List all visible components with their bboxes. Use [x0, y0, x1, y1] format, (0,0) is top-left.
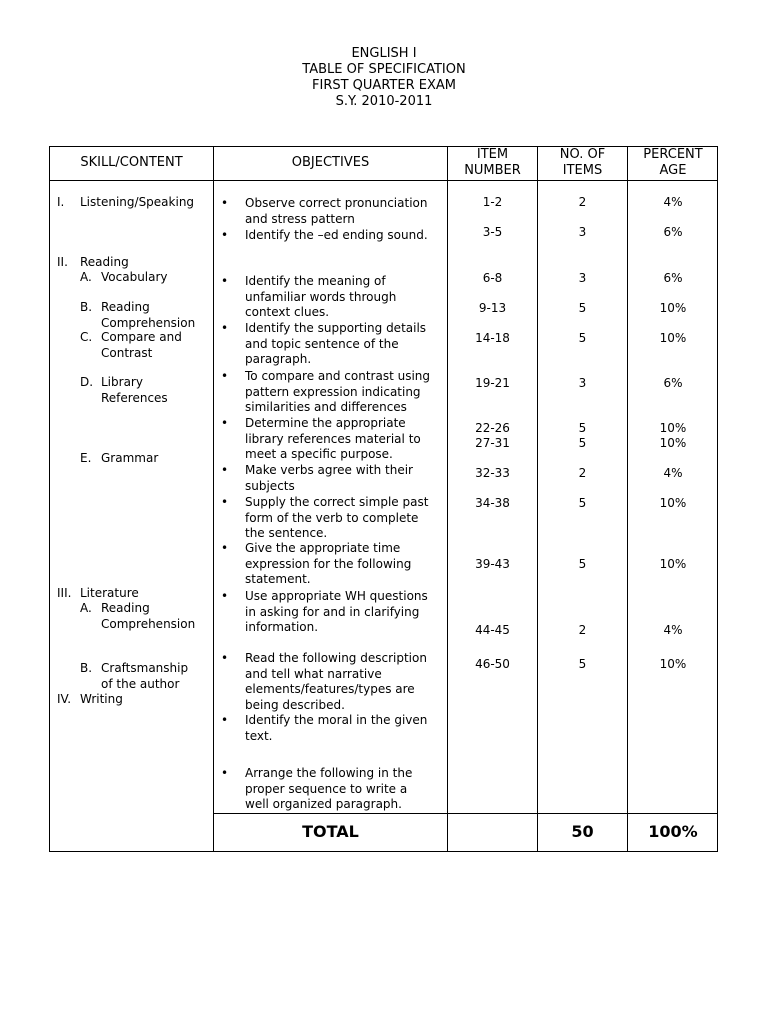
objective-item — [245, 589, 428, 636]
bullet-icon: • — [221, 766, 229, 780]
objective-line: pattern expression indicating — [245, 384, 421, 399]
header-percentage-line1: PERCENT — [643, 147, 703, 162]
item-number-cell: 9-13 — [478, 301, 507, 315]
subskill-line: Library — [101, 375, 143, 389]
bullet-icon: • — [221, 651, 229, 665]
objective-line: well organized paragraph. — [245, 797, 402, 811]
objective-line: Identify the moral in the given — [245, 713, 428, 727]
bullet-icon: • — [221, 713, 229, 727]
item-number-cell: 6-8 — [482, 271, 503, 285]
objective-item — [245, 766, 412, 813]
objective-line: elements/features/types are — [245, 682, 415, 696]
skill-number: I. — [57, 195, 65, 209]
subskill-letter: A. — [80, 270, 92, 284]
subskill-line: Comprehension — [101, 315, 196, 330]
subskill-library-references — [101, 375, 168, 406]
title-document-type: TABLE OF SPECIFICATION — [302, 62, 466, 77]
objective-line: Use appropriate WH questions — [245, 589, 428, 603]
subskill-letter: B. — [80, 661, 93, 675]
objective-item — [245, 416, 421, 463]
percentage-cell: 10% — [659, 421, 687, 435]
objective-line: Make verbs agree with their — [245, 463, 413, 477]
title-subject: ENGLISH I — [351, 46, 417, 61]
subskill-line: Reading — [101, 601, 150, 615]
objective-line: Identify the –ed ending sound. — [245, 228, 428, 242]
percentage-cell: 4% — [663, 466, 683, 480]
objective-item — [245, 651, 427, 713]
subskill-letter: C. — [80, 330, 93, 344]
header-percentage-line2: AGE — [659, 163, 687, 178]
objective-line: meet a specific purpose. — [245, 447, 393, 461]
total-items: 50 — [571, 822, 594, 841]
objective-item — [245, 274, 396, 321]
bullet-icon: • — [221, 541, 229, 555]
percentage-cell: 4% — [663, 623, 683, 637]
subskill-grammar: Grammar — [101, 451, 159, 465]
subskill-literature-reading-comprehension — [101, 601, 195, 632]
percentage-cell: 6% — [663, 225, 683, 239]
subskill-line: Contrast — [101, 345, 153, 360]
title-exam: FIRST QUARTER EXAM — [312, 78, 456, 93]
no-of-items-cell: 2 — [578, 195, 587, 209]
item-number-cell: 14-18 — [475, 331, 510, 345]
subskill-line: Craftsmanship — [101, 661, 189, 675]
objective-line: Identify the supporting details — [245, 321, 427, 335]
objective-item — [245, 196, 427, 227]
no-of-items-cell: 5 — [578, 436, 587, 450]
objective-item — [245, 228, 428, 244]
objective-line: text. — [245, 728, 273, 743]
objective-line: statement. — [245, 572, 311, 586]
bullet-icon: • — [221, 495, 229, 509]
objective-line: library references material to — [245, 431, 421, 446]
subskill-craftsmanship — [101, 661, 188, 692]
objective-line: paragraph. — [245, 352, 312, 366]
item-number-cell: 44-45 — [475, 623, 510, 637]
header-objectives: OBJECTIVES — [291, 155, 370, 170]
objective-line: and tell what narrative — [245, 666, 382, 681]
item-number-cell: 27-31 — [475, 436, 510, 450]
objective-line: expression for the following — [245, 556, 412, 571]
objective-item — [245, 463, 413, 494]
header-item-number-line1: ITEM — [476, 147, 509, 162]
no-of-items-cell: 2 — [578, 466, 587, 480]
skill-number: II. — [57, 255, 68, 269]
skill-literature: Literature — [80, 586, 139, 600]
objective-item — [245, 713, 427, 744]
subskill-line: Reading — [101, 300, 150, 314]
bullet-icon: • — [221, 321, 229, 335]
column-divider — [213, 146, 214, 852]
subskill-compare-contrast — [101, 330, 182, 361]
subskill-line: Compare and — [101, 330, 182, 344]
bullet-icon: • — [221, 416, 229, 430]
objective-line: To compare and contrast using — [245, 369, 431, 383]
skill-number: IV. — [57, 692, 72, 706]
objective-line: being described. — [245, 697, 345, 712]
objective-line: in asking for and in clarifying — [245, 604, 420, 619]
subskill-line: of the author — [101, 676, 180, 691]
total-label: TOTAL — [302, 822, 359, 841]
item-number-cell: 34-38 — [475, 496, 510, 510]
objective-line: and topic sentence of the — [245, 336, 399, 351]
objective-line: subjects — [245, 478, 295, 493]
objective-line: similarities and differences — [245, 400, 407, 414]
header-item-number — [448, 147, 537, 179]
bullet-icon: • — [221, 228, 229, 242]
objective-line: information. — [245, 620, 319, 634]
objective-line: proper sequence to write a — [245, 781, 408, 796]
objective-line: Observe correct pronunciation — [245, 196, 428, 210]
total-percent: 100% — [648, 822, 698, 841]
objective-line: Give the appropriate time — [245, 541, 401, 555]
skill-number: III. — [57, 586, 72, 600]
no-of-items-cell: 5 — [578, 557, 587, 571]
no-of-items-cell: 2 — [578, 623, 587, 637]
no-of-items-cell: 5 — [578, 301, 587, 315]
subskill-line: Comprehension — [101, 616, 196, 631]
bullet-icon: • — [221, 589, 229, 603]
no-of-items-cell: 3 — [578, 271, 587, 285]
no-of-items-cell: 5 — [578, 331, 587, 345]
title-school-year: S.Y. 2010-2011 — [335, 94, 433, 109]
item-number-cell: 3-5 — [482, 225, 503, 239]
subskill-letter: A. — [80, 601, 92, 615]
no-of-items-cell: 5 — [578, 496, 587, 510]
subskill-line: References — [101, 390, 168, 405]
subskill-reading-comprehension — [101, 300, 195, 331]
objective-line: Arrange the following in the — [245, 766, 413, 780]
skill-reading: Reading — [80, 255, 129, 269]
objective-item — [245, 541, 411, 588]
bullet-icon: • — [221, 463, 229, 477]
header-divider — [49, 180, 718, 181]
objective-line: Supply the correct simple past — [245, 495, 429, 509]
objective-line: and stress pattern — [245, 211, 355, 226]
objective-line: Determine the appropriate — [245, 416, 406, 430]
item-number-cell: 39-43 — [475, 557, 510, 571]
total-row-divider — [213, 813, 718, 814]
document-title — [0, 46, 768, 110]
objective-item — [245, 321, 426, 368]
bullet-icon: • — [221, 369, 229, 383]
header-percentage — [628, 147, 718, 179]
no-of-items-cell: 3 — [578, 225, 587, 239]
objective-item — [245, 495, 428, 542]
percentage-cell: 6% — [663, 271, 683, 285]
percentage-cell: 10% — [659, 557, 687, 571]
no-of-items-cell: 3 — [578, 376, 587, 390]
objective-line: context clues. — [245, 305, 330, 319]
item-number-cell: 22-26 — [475, 421, 510, 435]
percentage-cell: 10% — [659, 331, 687, 345]
percentage-cell: 4% — [663, 195, 683, 209]
objective-line: the sentence. — [245, 526, 328, 540]
header-skill-content: SKILL/CONTENT — [80, 155, 183, 170]
header-no-of-items — [538, 147, 627, 179]
objective-item — [245, 369, 430, 416]
percentage-cell: 10% — [659, 657, 687, 671]
item-number-cell: 32-33 — [475, 466, 510, 480]
objective-line: Read the following description — [245, 651, 427, 665]
percentage-cell: 10% — [659, 301, 687, 315]
bullet-icon: • — [221, 274, 229, 288]
item-number-cell: 1-2 — [482, 195, 503, 209]
header-no-of-items-line1: NO. OF — [559, 147, 606, 162]
item-number-cell: 19-21 — [475, 376, 510, 390]
percentage-cell: 10% — [659, 436, 687, 450]
objective-line: unfamiliar words through — [245, 289, 397, 304]
subskill-letter: B. — [80, 300, 93, 314]
no-of-items-cell: 5 — [578, 657, 587, 671]
skill-writing: Writing — [80, 692, 123, 706]
header-item-number-line2: NUMBER — [464, 163, 521, 178]
subskill-letter: D. — [80, 375, 94, 389]
percentage-cell: 10% — [659, 496, 687, 510]
subskill-vocabulary: Vocabulary — [101, 270, 168, 284]
subskill-letter: E. — [80, 451, 92, 465]
no-of-items-cell: 5 — [578, 421, 587, 435]
item-number-cell: 46-50 — [475, 657, 510, 671]
bullet-icon: • — [221, 196, 229, 210]
percentage-cell: 6% — [663, 376, 683, 390]
objective-line: form of the verb to complete — [245, 510, 419, 525]
objective-line: Identify the meaning of — [245, 274, 386, 288]
skill-listening-speaking: Listening/Speaking — [80, 195, 195, 209]
header-no-of-items-line2: ITEMS — [562, 163, 603, 178]
